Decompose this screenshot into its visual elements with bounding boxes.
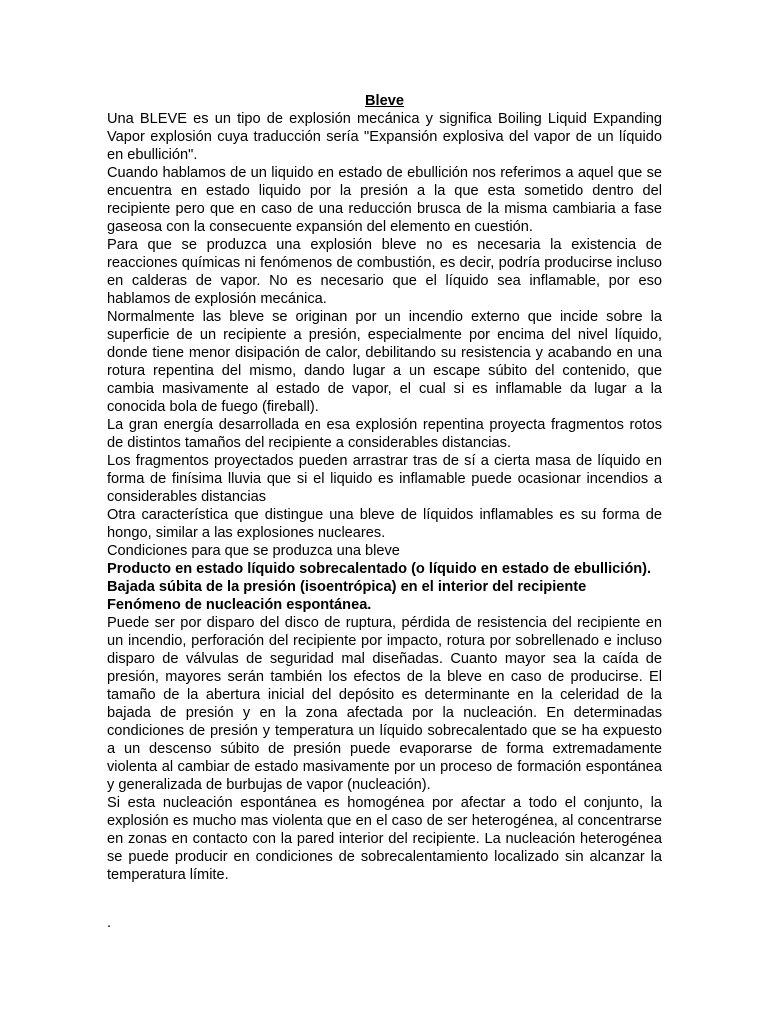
document-title: Bleve	[365, 93, 404, 109]
paragraph: Si esta nucleación espontánea es homogénea por afectar a todo el conjunto, la explosión es mucho mas violenta que en el caso de ser heterogénea, al concentrarse en zonas en contacto con la pared interior del recipiente. La nucleación heterogénea se puede producir en condiciones de sobrecalentamiento localizado sin alcanzar la temperatura límite.	[107, 795, 662, 883]
bold-paragraph: Producto en estado líquido sobrecalentado (o líquido en estado de ebullición).	[107, 561, 652, 577]
bold-paragraph: Fenómeno de nucleación espontánea.	[107, 597, 372, 613]
paragraph: Condiciones para que se produzca una bleve	[107, 543, 400, 559]
paragraph: La gran energía desarrollada en esa explosión repentina proyecta fragmentos rotos de distintos tamaños del recipiente a considerables distancias.	[107, 417, 662, 451]
paragraph: Puede ser por disparo del disco de ruptura, pérdida de resistencia del recipiente en un incendio, perforación del recipiente por impacto, rotura por sobrellenado e incluso disparo de válvulas de seguridad mal diseñadas. Cuanto mayor sea la caída de presión, mayores serán también los efectos de la bleve en caso de producirse. El tamaño de la abertura inicial del depósito es determinante en la celeridad de la bajada de presión y en la zona afectada por la nucleación. En determinadas condiciones de presión y temperatura un líquido sobrecalentado que se ha expuesto a un descenso súbito de presión puede evaporarse de forma extremadamente violenta al cambiar de estado masivamente por un proceso de formación espontánea y generalizada de burbujas de vapor (nucleación).	[107, 615, 662, 793]
paragraph: Una BLEVE es un tipo de explosión mecánica y significa Boiling Liquid Expanding Vapor explosión cuya traducción sería "Expansión explosiva del vapor de un líquido en ebullición".	[107, 111, 662, 163]
document-page	[107, 92, 662, 884]
bold-paragraph: Bajada súbita de la presión (isoentrópica) en el interior del recipiente	[107, 579, 587, 595]
paragraph: Normalmente las bleve se originan por un incendio externo que incide sobre la superficie de un recipiente a presión, especialmente por encima del nivel líquido, donde tiene menor disipación de calor, debilitando su resistencia y acabando en una rotura repentina del mismo, dando lugar a un escape súbito del contenido, que cambia masivamente al estado de vapor, el cual si es inflamable da lugar a la conocida bola de fuego (fireball).	[107, 309, 662, 415]
paragraph: Para que se produzca una explosión bleve no es necesaria la existencia de reacciones químicas ni fenómenos de combustión, es decir, podría producirse incluso en calderas de vapor. No es necesario que el líquido sea inflamable, por eso hablamos de explosión mecánica.	[107, 237, 662, 307]
trailing-mark: .	[107, 915, 112, 931]
document-body	[107, 110, 662, 884]
paragraph: Otra característica que distingue una bleve de líquidos inflamables es su forma de hongo, similar a las explosiones nucleares.	[107, 507, 662, 541]
paragraph: Cuando hablamos de un liquido en estado de ebullición nos referimos a aquel que se encuentra en estado liquido por la presión a la que esta sometido dentro del recipiente pero que en caso de una reducción brusca de la misma cambiaria a fase gaseosa con la consecuente expansión del elemento en cuestión.	[107, 165, 662, 235]
paragraph: Los fragmentos proyectados pueden arrastrar tras de sí a cierta masa de líquido en forma de finísima lluvia que si el liquido es inflamable puede ocasionar incendios a considerables distancias	[107, 453, 662, 505]
